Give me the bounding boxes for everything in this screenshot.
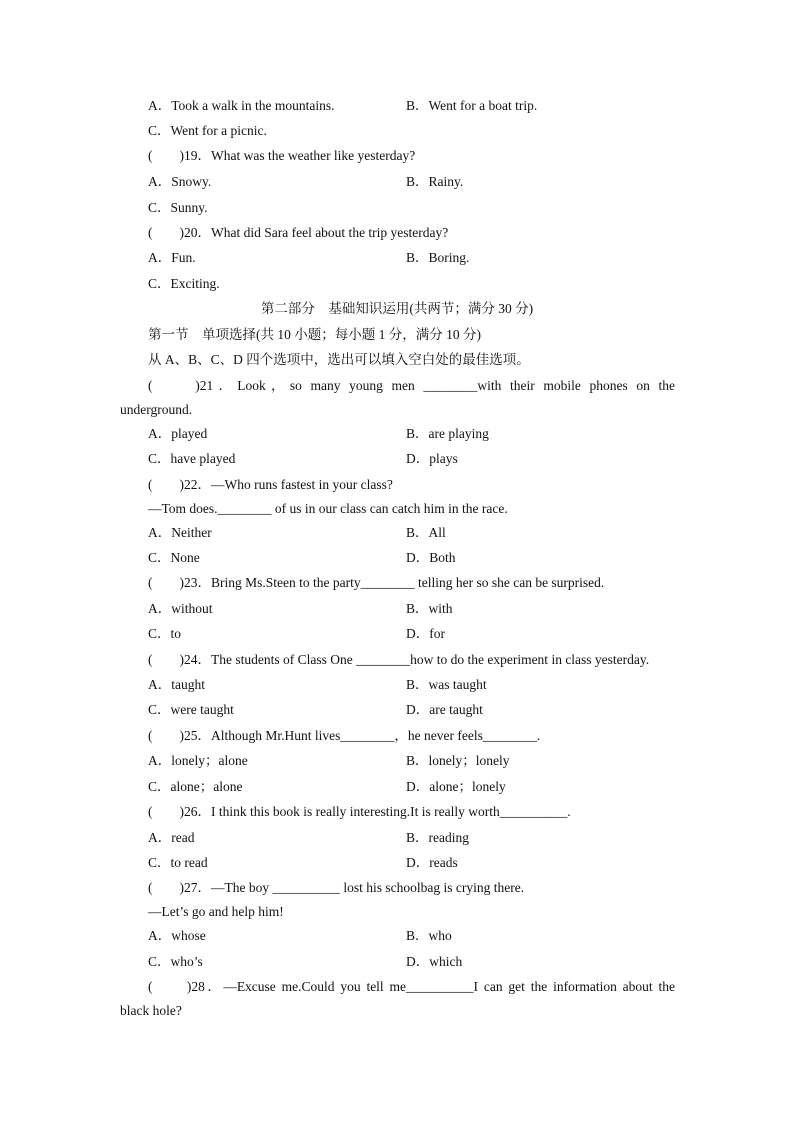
part2-title: 第二部分 基础知识运用(共两节；满分 30 分) xyxy=(260,301,534,316)
q22-option-c: C．None xyxy=(148,550,200,565)
q23-option-a: A．without xyxy=(148,601,213,616)
q27-option-a: A．whose xyxy=(148,928,206,943)
q22-option-d: D．Both xyxy=(406,550,456,565)
q26-option-b: B．reading xyxy=(406,830,469,845)
q27-option-b: B．who xyxy=(406,928,452,943)
q24-option-d: D．are taught xyxy=(406,702,483,717)
q21-option-d: D．plays xyxy=(406,451,458,466)
q25-option-b: B．lonely；lonely xyxy=(406,753,510,768)
q21-stem-continued: underground. xyxy=(120,402,193,417)
q25-option-c: C．alone；alone xyxy=(148,779,243,794)
q20-option-c: C．Exciting. xyxy=(148,276,220,291)
q22-option-a: A．Neither xyxy=(148,525,212,540)
q22-option-b: B．All xyxy=(406,525,446,540)
q26-option-a: A．read xyxy=(148,830,195,845)
q19-option-a: A．Snowy. xyxy=(148,174,212,189)
q19-option-b: B．Rainy. xyxy=(406,174,464,189)
q27-stem-reply: —Let’s go and help him! xyxy=(148,904,284,919)
q21-option-c: C．have played xyxy=(148,451,236,466)
q20-option-b: B．Boring. xyxy=(406,250,470,265)
q18-option-c: C．Went for a picnic. xyxy=(148,123,267,138)
q18-option-a: A．Took a walk in the mountains. xyxy=(148,98,335,113)
q23-option-c: C．to xyxy=(148,626,182,641)
q23-stem: ( )23．Bring Ms.Steen to the party________ telling her so she can be surprised. xyxy=(148,575,605,590)
q22-stem-reply: —Tom does.________ of us in our class can catch him in the race. xyxy=(148,501,508,516)
q23-option-b: B．with xyxy=(406,601,453,616)
q23-option-d: D．for xyxy=(406,626,445,641)
section1-title: 第一节 单项选择(共 10 小题；每小题 1 分，满分 10 分) xyxy=(148,327,481,342)
q21-option-a: A．played xyxy=(148,426,208,441)
q24-option-a: A．taught xyxy=(148,677,205,692)
q26-stem: ( )26．I think this book is really interesting.It is really worth__________. xyxy=(148,804,571,819)
q20-stem: ( )20．What did Sara feel about the trip yesterday? xyxy=(148,225,449,240)
q21-stem: ( )21．Look，so many young men ________with their mobile phones on the xyxy=(148,378,675,393)
q27-stem: ( )27．—The boy __________ lost his schoolbag is crying there. xyxy=(148,880,525,895)
q28-stem-continued: black hole? xyxy=(120,1003,182,1018)
q25-option-d: D．alone；lonely xyxy=(406,779,506,794)
section1-instruction: 从 A、B、C、D 四个选项中，选出可以填入空白处的最佳选项。 xyxy=(148,352,530,367)
q24-stem: ( )24．The students of Class One ________how to do the experiment in class yesterday. xyxy=(148,652,650,667)
q24-option-c: C．were taught xyxy=(148,702,234,717)
q19-stem: ( )19．What was the weather like yesterday? xyxy=(148,148,416,163)
q27-option-d: D．which xyxy=(406,954,463,969)
q26-option-d: D．reads xyxy=(406,855,458,870)
q20-option-a: A．Fun. xyxy=(148,250,196,265)
q21-option-b: B．are playing xyxy=(406,426,489,441)
q24-option-b: B．was taught xyxy=(406,677,487,692)
q27-option-c: C．who’s xyxy=(148,954,203,969)
q25-stem: ( )25．Although Mr.Hunt lives________，he never feels________. xyxy=(148,728,541,743)
q18-option-b: B．Went for a boat trip. xyxy=(406,98,538,113)
q26-option-c: C．to read xyxy=(148,855,208,870)
q25-option-a: A．lonely；alone xyxy=(148,753,248,768)
q28-stem: ( )28．—Excuse me.Could you tell me__________I can get the information about the xyxy=(148,979,675,994)
q19-option-c: C．Sunny. xyxy=(148,200,208,215)
q22-stem: ( )22．—Who runs fastest in your class? xyxy=(148,477,393,492)
